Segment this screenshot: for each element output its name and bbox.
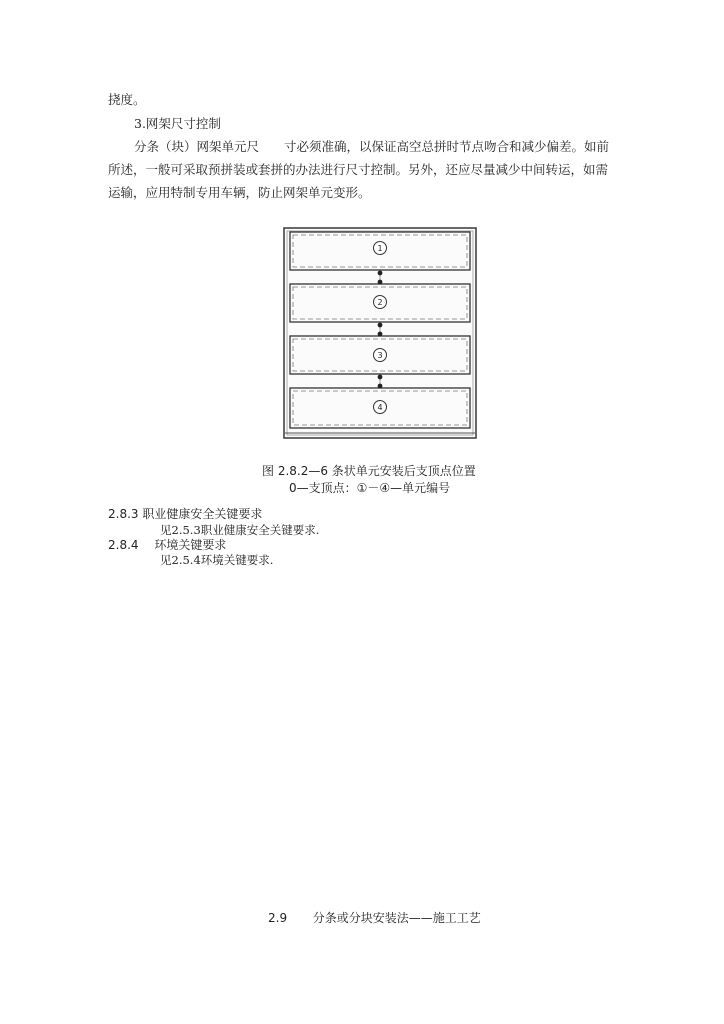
section-body-2-8-3: 见2.5.3职业健康安全关键要求. — [160, 523, 320, 537]
body-line-1: 挠度。 — [108, 92, 146, 107]
strip-units-figure — [282, 226, 478, 440]
paragraph-line-2: 所述，一般可采取预拼装或套拼的办法进行尺寸控制。另外，还应尽量减少中间转运，如需 — [108, 162, 609, 177]
support-point — [378, 384, 383, 389]
footer-text: 分条或分块安装法——施工工艺 — [312, 911, 481, 925]
figure-legend: 0—支顶点：①－④—单元编号 — [289, 481, 451, 495]
unit-label-2: 2 — [377, 298, 383, 307]
paragraph-line-3: 运输，应用特制专用车辆，防止网架单元变形。 — [108, 185, 371, 200]
support-point — [378, 271, 383, 276]
section-body-2-8-4: 见2.5.4环境关键要求. — [160, 553, 274, 567]
section-heading-3: 3.网架尺寸控制 — [134, 116, 221, 131]
paragraph-line-1: 分条（块）网架单元尺 寸必须准确，以保证高空总拼时节点吻合和减少偏差。如前 — [134, 139, 610, 154]
footer-number: 2.9 — [268, 911, 288, 925]
footer-title — [268, 910, 481, 926]
section-heading-2-8-3: 2.8.3 职业健康安全关键要求 — [108, 507, 263, 521]
unit-label-4: 4 — [377, 403, 383, 412]
support-point — [378, 375, 383, 380]
support-point — [378, 280, 383, 285]
unit-label-1: 1 — [377, 244, 383, 253]
support-point — [378, 323, 383, 328]
support-point — [378, 332, 383, 337]
section-heading-2-8-4: 2.8.4 环境关键要求 — [108, 538, 227, 552]
figure-caption: 图 2.8.2—6 条状单元安装后支顶点位置 — [262, 464, 476, 478]
unit-label-3: 3 — [377, 351, 383, 360]
